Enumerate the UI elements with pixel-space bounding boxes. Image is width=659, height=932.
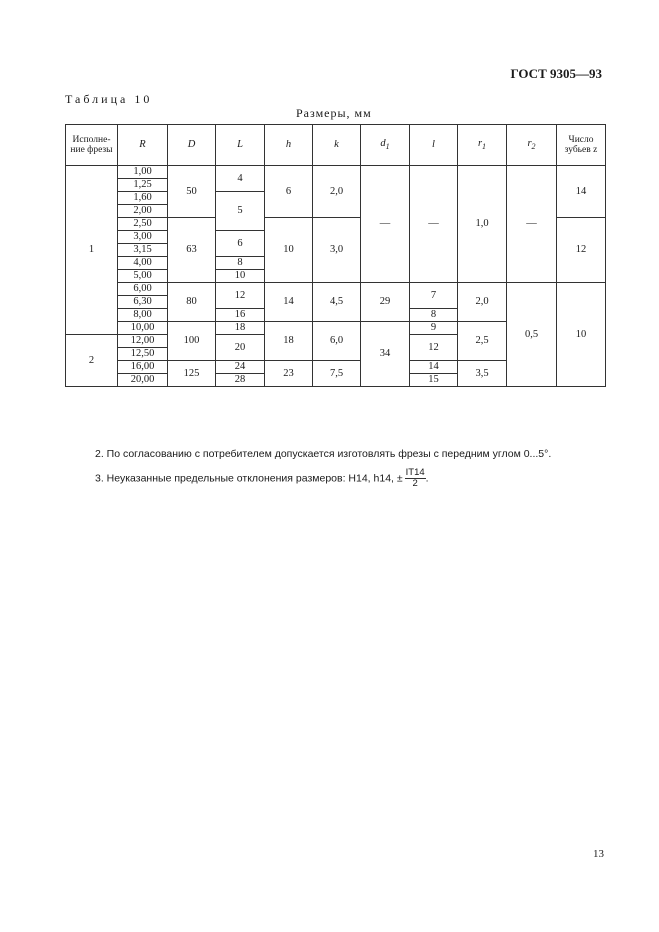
cell-L: 20 [216,335,265,361]
note-3 [95,468,551,490]
cell-R: 3,15 [118,244,168,257]
note-2: 2. По согласованию с потребителем допускается изготовлять фрезы с передним углом 0...5°. [95,448,552,460]
header-r2-subscript: 2 [531,142,536,152]
cell-r1: 3,5 [458,361,507,387]
dimensions-table [65,124,606,387]
cell-R: 20,00 [118,374,168,387]
cell-r1: 2,0 [458,283,507,322]
cell-R: 3,00 [118,231,168,244]
cell-R: 1,60 [118,192,168,205]
cell-r1: 2,5 [458,322,507,361]
cell-R: 12,50 [118,348,168,361]
cell-L: 4 [216,166,265,192]
cell-R: 12,00 [118,335,168,348]
cell-R: 1,25 [118,179,168,192]
cell-h: 18 [265,322,313,361]
fraction [405,468,426,490]
cell-L: 28 [216,374,265,387]
cell-R: 10,00 [118,322,168,335]
cell-k: 6,0 [313,322,361,361]
cell-d1: 29 [361,283,410,322]
cell-k: 2,0 [313,166,361,218]
note-3-suffix: . [425,472,429,485]
cell-l: 12 [410,335,458,361]
header-row [66,125,606,166]
header-r1: $r_1$ [458,125,507,166]
cell-z: 12 [557,218,606,283]
cell-R: 4,00 [118,257,168,270]
cell-d1: 34 [361,322,410,387]
cell-R: 6,30 [118,296,168,309]
cell-D: 50 [168,166,216,218]
fraction-numerator: IT14 [405,467,425,478]
cell-variant: 1 [66,166,118,335]
cell-R: 6,00 [118,283,168,296]
header-variant: Исполне-ние фрезы [66,125,118,166]
cell-L: 24 [216,361,265,374]
cell-r2: — [507,166,557,283]
cell-L: 6 [216,231,265,257]
cell-R: 8,00 [118,309,168,322]
cell-l: 14 [410,361,458,374]
cell-k: 4,5 [313,283,361,322]
cell-l: — [410,166,458,283]
header-l: l [410,125,458,166]
header-z: Число зубьев z [557,125,606,166]
cell-L: 16 [216,309,265,322]
cell-h: 23 [265,361,313,387]
cell-z: 14 [557,166,606,218]
cell-d1: — [361,166,410,283]
cell-R: 5,00 [118,270,168,283]
table-caption: Таблица 10 [65,92,153,106]
note-3-text: 3. Неуказанные предельные отклонения размеров: H14, h14, ± [95,472,403,485]
notes [95,448,551,498]
cell-D: 80 [168,283,216,322]
cell-k: 3,0 [313,218,361,283]
fraction-denominator: 2 [412,478,418,490]
header-k: k [313,125,361,166]
cell-L: 10 [216,270,265,283]
cell-L: 12 [216,283,265,309]
cell-D: 100 [168,322,216,361]
cell-R: 2,00 [118,205,168,218]
cell-R: 1,00 [118,166,168,179]
cell-k: 7,5 [313,361,361,387]
header-d1-subscript: 1 [385,142,390,152]
cell-h: 6 [265,166,313,218]
cell-L: 18 [216,322,265,335]
header-D: D [168,125,216,166]
table-row [66,283,606,296]
cell-L: 8 [216,257,265,270]
cell-h: 14 [265,283,313,322]
cell-l: 15 [410,374,458,387]
cell-D: 63 [168,218,216,283]
cell-l: 8 [410,309,458,322]
cell-R: 2,50 [118,218,168,231]
cell-z: 10 [557,283,606,387]
cell-variant: 2 [66,335,118,387]
cell-r2: 0,5 [507,283,557,387]
header-h: h [265,125,313,166]
cell-l: 9 [410,322,458,335]
header-R: R [118,125,168,166]
cell-L: 5 [216,192,265,231]
cell-l: 7 [410,283,458,309]
cell-D: 125 [168,361,216,387]
table-units: Размеры, мм [296,106,372,120]
header-d1: $d_1$ [361,125,410,166]
table-row [66,166,606,179]
cell-r1: 1,0 [458,166,507,283]
cell-R: 16,00 [118,361,168,374]
header-r1-subscript: 1 [482,142,487,152]
cell-h: 10 [265,218,313,283]
standard-designation: ГОСТ 9305—93 [510,66,602,81]
header-r2: $r_2$ [507,125,557,166]
header-L: L [216,125,265,166]
page-number: 13 [593,848,604,860]
